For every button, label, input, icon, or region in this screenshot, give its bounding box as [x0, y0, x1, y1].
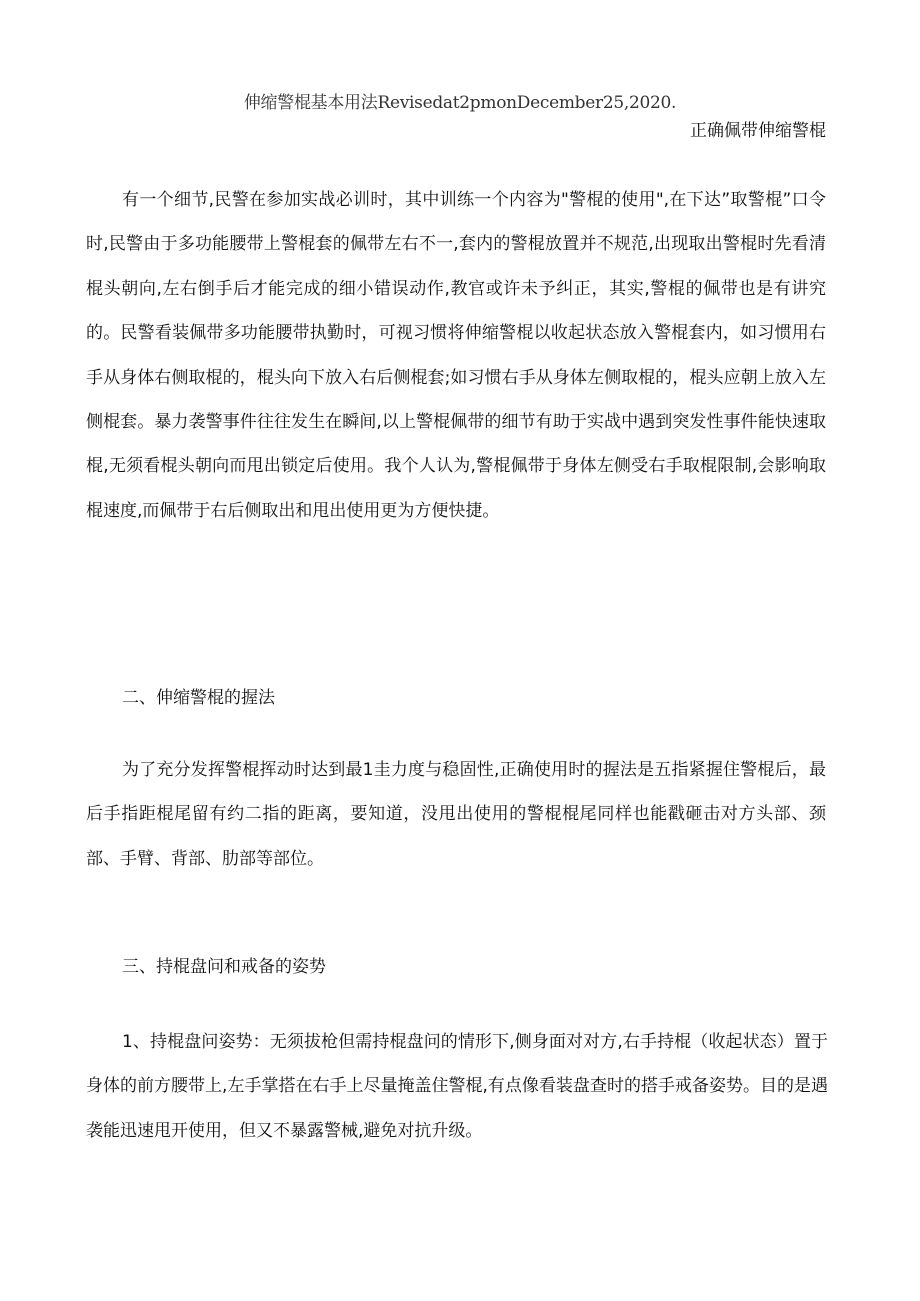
paragraph-grip-method: 为了充分发挥警棍挥动时达到最1圭力度与稳固性,正确使用时的握法是五指紧握住警棍后，最后手指距棍尾留有约二指的距离，要知道，没甩出使用的警棍棍尾同样也能戳砸击对方头部、颈部、手臂、背部、肋部等部位。	[86, 760, 826, 869]
section-heading-stance: 三、持棍盘问和戒备的姿势	[122, 957, 326, 977]
section-heading-grip: 二、伸缩警棍的握法	[122, 688, 275, 708]
paragraph-belt-carrying: 有一个细节,民警在参加实战必训时，其中训练一个内容为"警棍的使用",在下达”取警棍”口令时,民警由于多功能腰带上警棍套的佩带左右不一,套内的警棍放置并不规范,出现取出警棍时先看清棍头朝向,左右倒手后才能完成的细小错误动作,教官或许未予纠正，其实,警棍的佩带也是有讲究的。民警看装佩带多功能腰带执勤时，可视习惯将伸缩警棍以收起状态放入警棍套内，如习惯用右手从身体右侧取棍的，棍头向下放入右后侧棍套;如习惯右手从身体左侧取棍的，棍头应朝上放入左侧棍套。暴力袭警事件往往发生在瞬间,以上警棍佩带的细节有助于实战中遇到突发性事件能快速取棍,无须看棍头朝向而甩出锁定后使用。我个人认为,警棍佩带于身体左侧受右手取棍限制,会影响取棍速度,而佩带于右后侧取出和甩出使用更为方便快捷。	[86, 190, 826, 521]
paragraph-interrogation-stance: 1、持棍盘问姿势：无须拔枪但需持棍盘问的情形下,侧身面对对方,右手持棍（收起状态）置于身体的前方腰带上,左手掌搭在右手上尽量掩盖住警棍,有点像看装盘查时的搭手戒备姿势。目的是遇袭能迅速甩开使用，但又不暴露警械,避免对抗升级。	[86, 1032, 828, 1141]
document-title: 伸缩警棍基本用法Revisedat2pmonDecember25,2020.	[243, 93, 677, 113]
document-subtitle: 正确佩带伸缩警棍	[690, 121, 826, 141]
